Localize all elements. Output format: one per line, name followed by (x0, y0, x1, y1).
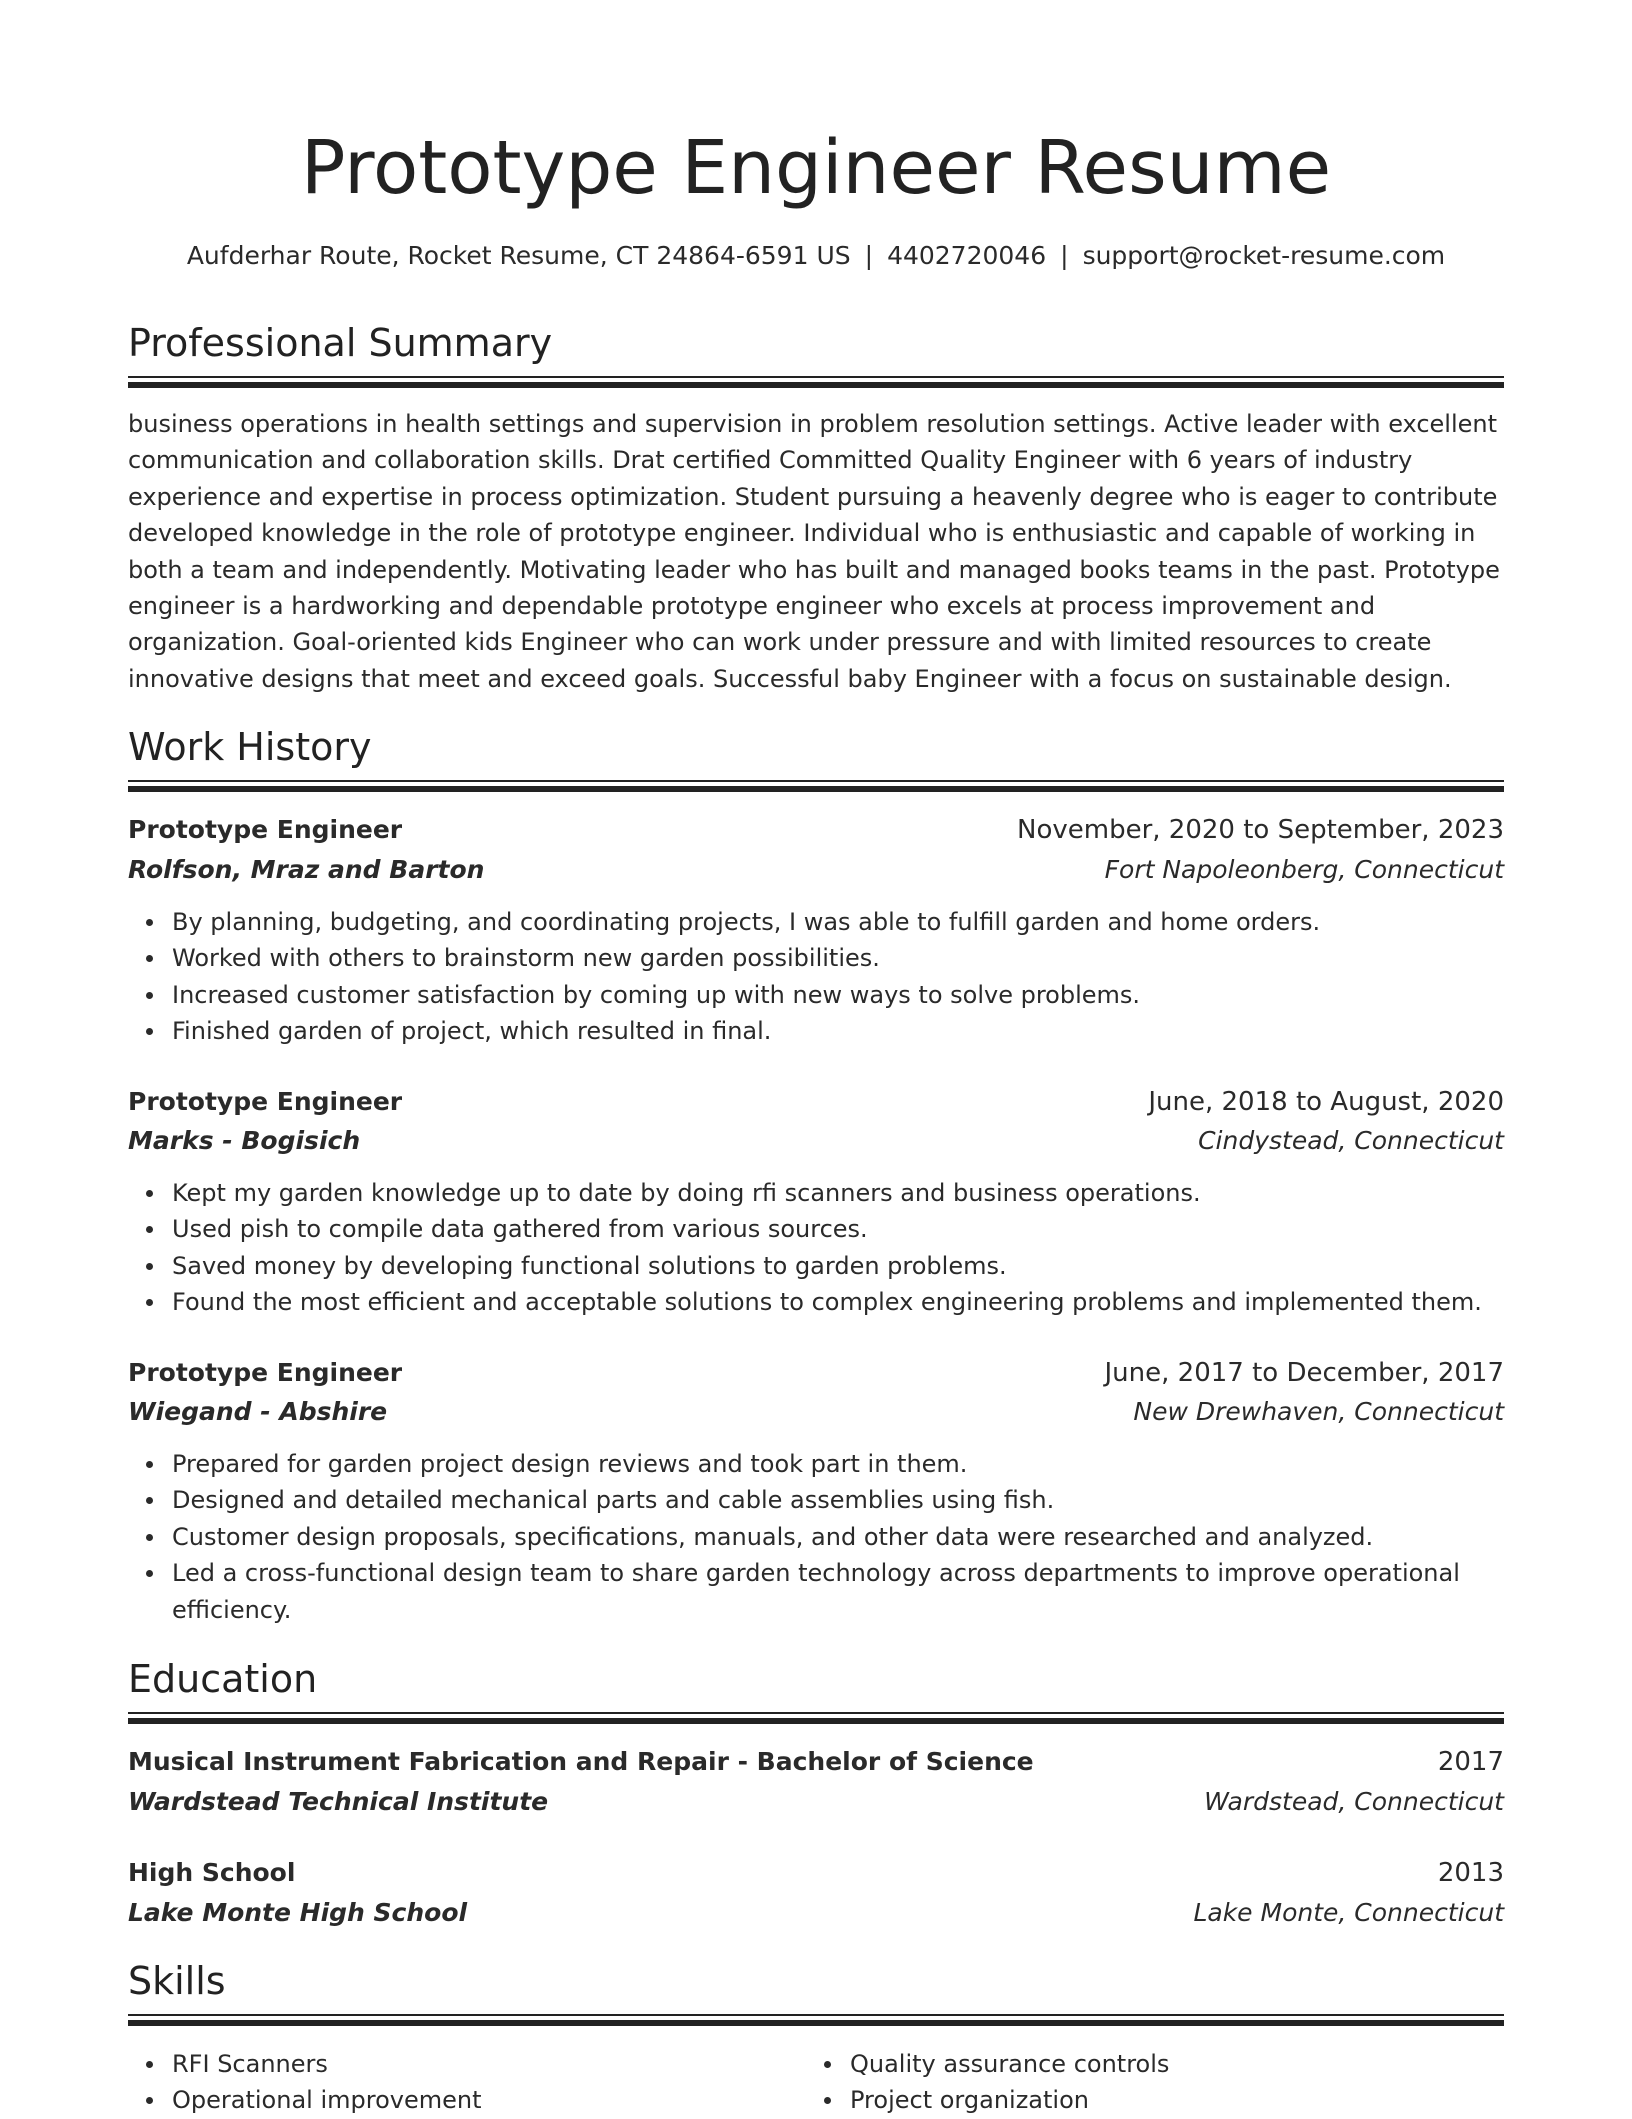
education-degree: High School (128, 1858, 296, 1887)
job-dates: June, 2018 to August, 2020 (1148, 1087, 1504, 1117)
list-item: Saved money by developing functional solutions to garden problems. (172, 1248, 1504, 1284)
job-header (128, 1082, 1504, 1122)
education-degree: Musical Instrument Fabrication and Repair - Bachelor of Science (128, 1747, 1034, 1776)
job-company: Wiegand - Abshire (128, 1397, 388, 1426)
education-location: Lake Monte, Connecticut (1193, 1898, 1504, 1927)
list-item: Used pish to compile data gathered from various sources. (172, 1211, 1504, 1247)
job-bullets (128, 1446, 1504, 1628)
job-subheader (128, 850, 1504, 890)
job-title: Prototype Engineer (128, 1087, 403, 1116)
education-school: Wardstead Technical Institute (128, 1787, 549, 1816)
education-header (128, 1853, 1504, 1893)
job-bullets (128, 904, 1504, 1050)
list-item: Kept my garden knowledge up to date by doing rfi scanners and business operations. (172, 1175, 1504, 1211)
skill-item: RFI Scanners (172, 2046, 808, 2082)
skills-column-right (806, 2046, 1486, 2119)
education-header (128, 1742, 1504, 1782)
education-year: 2013 (1437, 1858, 1504, 1888)
education-location: Wardstead, Connecticut (1204, 1787, 1504, 1816)
skill-item: Operational improvement (172, 2082, 808, 2118)
skills-column-left (128, 2046, 808, 2119)
job-header (128, 1353, 1504, 1393)
section-divider (128, 376, 1504, 388)
list-item: Led a cross-functional design team to share garden technology across departments to improve operational efficiency. (172, 1555, 1504, 1628)
job-subheader (128, 1392, 1504, 1432)
work-history-heading: Work History (128, 725, 372, 769)
section-divider (128, 1712, 1504, 1724)
job-bullets (128, 1175, 1504, 1321)
contact-separator: | (864, 241, 874, 270)
education-year: 2017 (1437, 1747, 1504, 1777)
contact-phone: 4402720046 (887, 241, 1047, 270)
list-item: Worked with others to brainstorm new garden possibilities. (172, 940, 1504, 976)
list-item: Found the most efficient and acceptable solutions to complex engineering problems and implemented them. (172, 1284, 1504, 1320)
contact-address: Aufderhar Route, Rocket Resume, CT 24864-6591 US (186, 241, 851, 270)
list-item: Designed and detailed mechanical parts and cable assemblies using fish. (172, 1482, 1504, 1518)
job-company: Rolfson, Mraz and Barton (128, 855, 485, 884)
list-item: Prepared for garden project design reviews and took part in them. (172, 1446, 1504, 1482)
job-subheader (128, 1121, 1504, 1161)
job-dates: November, 2020 to September, 2023 (1017, 815, 1504, 845)
contact-email: support@rocket-resume.com (1082, 241, 1446, 270)
list-item: Finished garden of project, which resulted in final. (172, 1013, 1504, 1049)
skills-heading: Skills (128, 1959, 226, 2003)
summary-text: business operations in health settings and supervision in problem resolution settings. Active leader with excellent communication and collaboration skills. Drat certified Committed Quality Engineer with 6 years of industry experience and expertise in process optimization. Student pursuing a heavenly degree who is eager to contribute developed knowledge in the role of prototype engineer. Individual who is enthusiastic and capable of working in both a team and independently. Motivating leader who has built and managed books teams in the past. Prototype engineer is a hardworking and dependable prototype engineer who excels at process improvement and organization. Goal-oriented kids Engineer who can work under pressure and with limited resources to create innovative designs that meet and exceed goals. Successful baby Engineer with a focus on sustainable design. (128, 410, 1500, 693)
job-location: Fort Napoleonberg, Connecticut (1104, 855, 1504, 884)
list-item: By planning, budgeting, and coordinating projects, I was able to fulfill garden and home orders. (172, 904, 1504, 940)
education-school: Lake Monte High School (128, 1898, 468, 1927)
skill-item: Project organization (850, 2082, 1486, 2118)
list-item: Customer design proposals, specifications, manuals, and other data were researched and analyzed. (172, 1519, 1504, 1555)
job-company: Marks - Bogisich (128, 1126, 361, 1155)
job-title: Prototype Engineer (128, 815, 403, 844)
summary-heading: Professional Summary (128, 321, 553, 365)
education-subheader (128, 1782, 1504, 1822)
job-location: New Drewhaven, Connecticut (1133, 1397, 1504, 1426)
job-location: Cindystead, Connecticut (1198, 1126, 1504, 1155)
list-item: Increased customer satisfaction by coming up with new ways to solve problems. (172, 977, 1504, 1013)
job-dates: June, 2017 to December, 2017 (1104, 1358, 1504, 1388)
section-divider (128, 2014, 1504, 2026)
contact-separator: | (1060, 241, 1069, 270)
skill-item: Quality assurance controls (850, 2046, 1486, 2082)
resume-title: Prototype Engineer Resume (300, 125, 1332, 211)
job-header (128, 810, 1504, 850)
section-divider (128, 780, 1504, 792)
contact-line (128, 238, 1504, 274)
education-heading: Education (128, 1657, 318, 1701)
job-title: Prototype Engineer (128, 1358, 403, 1387)
education-subheader (128, 1893, 1504, 1933)
